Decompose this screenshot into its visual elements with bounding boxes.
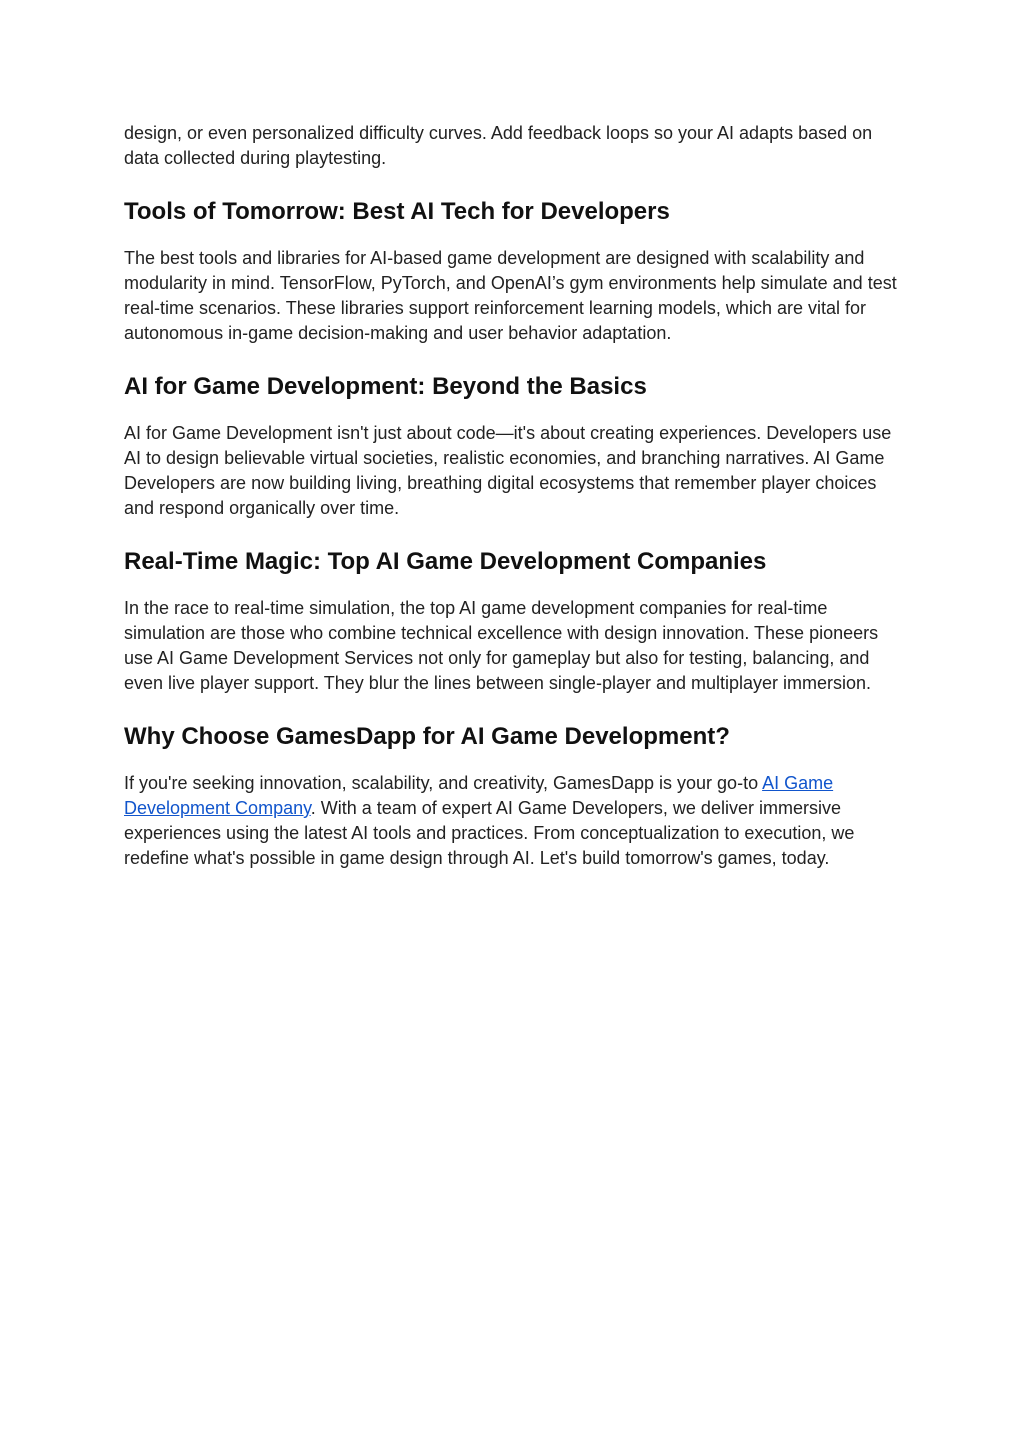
- intro-paragraph: design, or even personalized difficulty curves. Add feedback loops so your AI adapts based on data collected during playtesting.: [124, 123, 873, 168]
- heading-ai-for-game-development: AI for Game Development: Beyond the Basics: [124, 373, 647, 400]
- paragraph-ai-for-game-development: AI for Game Development isn't just about code—it's about creating experiences. Developers use AI to design believable virtual societies, realistic economies, and branching narratives. AI Game Developers are now building living, breathing digital ecosystems that remember player choices and respond organically over time.: [124, 423, 892, 518]
- paragraph-real-time-magic: In the race to real-time simulation, the top AI game development companies for real-time simulation are those who combine technical excellence with design innovation. These pioneers use AI Game Development Services not only for gameplay but also for testing, balancing, and even live player support. They blur the lines between single-player and multiplayer immersion.: [124, 598, 879, 693]
- paragraph-tools-of-tomorrow: The best tools and libraries for AI-based game development are designed with scalability and modularity in mind. TensorFlow, PyTorch, and OpenAI’s gym environments help simulate and test real-time scenarios. These libraries support reinforcement learning models, which are vital for autonomous in-game decision-making and user behavior adaptation.: [124, 248, 897, 343]
- document-page: [124, 120, 904, 871]
- paragraph-text-after-link: . With a team of expert AI Game Developers, we deliver immersive experiences using the latest AI tools and practices. From conceptualization to execution, we redefine what's possible in game design through AI. Let's build tomorrow's games, today.: [124, 798, 855, 868]
- ai-game-development-company-link[interactable]: AI Game Development Company: [124, 773, 834, 818]
- heading-real-time-magic: Real-Time Magic: Top AI Game Development Companies: [124, 548, 767, 575]
- paragraph-why-choose-gamesdapp: [124, 771, 904, 871]
- paragraph-text-before-link: If you're seeking innovation, scalability, and creativity, GamesDapp is your go-to: [124, 773, 763, 793]
- heading-tools-of-tomorrow: Tools of Tomorrow: Best AI Tech for Developers: [124, 198, 670, 225]
- heading-why-choose-gamesdapp: Why Choose GamesDapp for AI Game Development?: [124, 723, 730, 750]
